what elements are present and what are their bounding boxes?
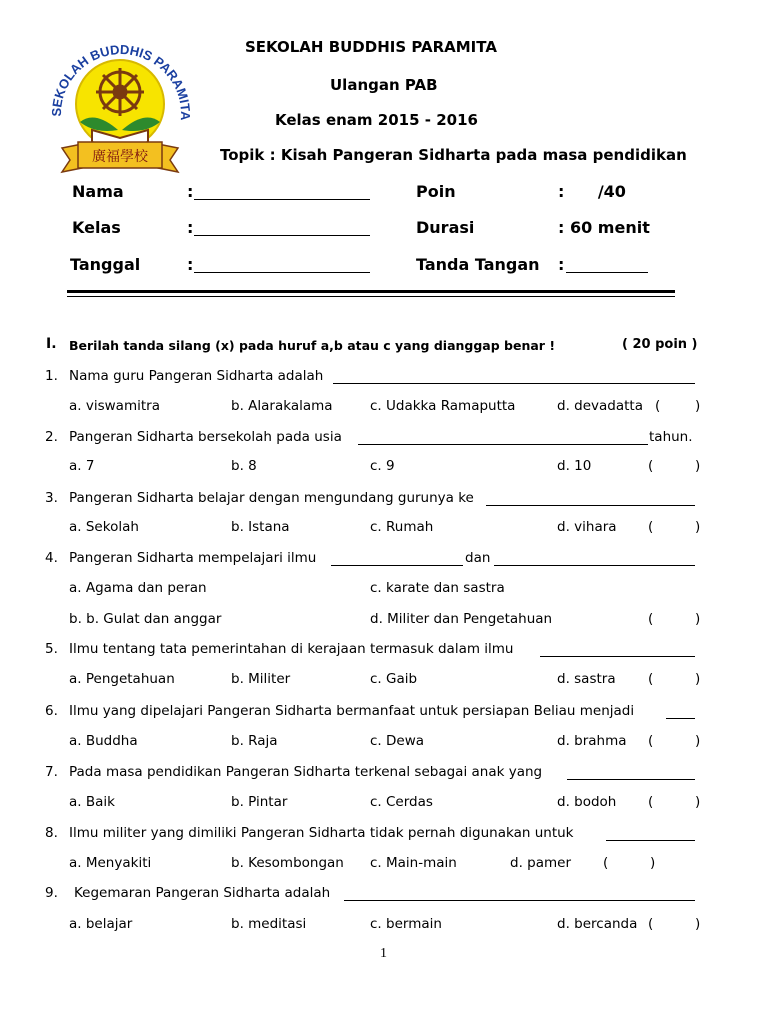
option-b[interactable]: b. 8 <box>231 458 257 474</box>
header-divider-thin <box>67 296 675 297</box>
option-a[interactable]: a. Buddha <box>69 733 138 749</box>
kelas-field[interactable] <box>194 235 370 236</box>
question-number: 1. <box>45 368 58 384</box>
option-c[interactable]: c. Main-main <box>370 855 457 871</box>
tanda-tangan-label: Tanda Tangan <box>416 255 540 274</box>
nama-label: Nama <box>72 182 124 201</box>
exam-title: Ulangan PAB <box>330 76 438 94</box>
answer-box-open[interactable]: ( <box>648 794 654 810</box>
option-c[interactable]: c. bermain <box>370 916 442 932</box>
tanda-tangan-field[interactable] <box>566 272 648 273</box>
option-a[interactable]: a. Pengetahuan <box>69 671 175 687</box>
option-d[interactable]: d. sastra <box>557 671 616 687</box>
option-a[interactable]: a. Baik <box>69 794 115 810</box>
tanggal-label: Tanggal <box>70 255 141 274</box>
option-d[interactable]: d. 10 <box>557 458 592 474</box>
question-text: Nama guru Pangeran Sidharta adalah <box>69 368 324 384</box>
option-c[interactable]: c. Udakka Ramaputta <box>370 398 516 414</box>
option-c[interactable]: c. karate dan sastra <box>370 580 505 596</box>
question-text: Ilmu tentang tata pemerintahan di kerajaan termasuk dalam ilmu <box>69 641 514 657</box>
answer-box-close: ) <box>695 794 701 810</box>
answer-blank[interactable] <box>567 779 695 780</box>
option-d[interactable]: d. vihara <box>557 519 617 535</box>
question-text: Pada masa pendidikan Pangeran Sidharta terkenal sebagai anak yang <box>69 764 543 780</box>
option-b[interactable]: b. Alarakalama <box>231 398 333 414</box>
answer-box-close: ) <box>695 733 701 749</box>
answer-box-open[interactable]: ( <box>648 611 654 627</box>
poin-label: Poin <box>416 182 456 201</box>
option-c[interactable]: c. Cerdas <box>370 794 433 810</box>
question-number: 9. <box>45 885 58 901</box>
question-text: Ilmu militer yang dimiliki Pangeran Sidharta tidak pernah digunakan untuk <box>69 825 574 841</box>
option-d[interactable]: d. bodoh <box>557 794 617 810</box>
answer-blank[interactable] <box>333 383 695 384</box>
question-text: Pangeran Sidharta belajar dengan mengundang gurunya ke <box>69 490 474 506</box>
durasi-label: Durasi <box>416 218 475 237</box>
answer-blank[interactable] <box>358 444 648 445</box>
answer-box-open[interactable]: ( <box>648 519 654 535</box>
question-number: 5. <box>45 641 58 657</box>
kelas-label: Kelas <box>72 218 121 237</box>
answer-box-open[interactable]: ( <box>648 458 654 474</box>
option-a[interactable]: a. 7 <box>69 458 95 474</box>
answer-box-close: ) <box>695 916 701 932</box>
section-number: I. <box>46 336 57 352</box>
option-d[interactable]: d. Militer dan Pengetahuan <box>370 611 553 627</box>
tanggal-colon: : <box>187 255 194 274</box>
question-mid: dan <box>465 550 491 566</box>
answer-blank[interactable] <box>486 505 695 506</box>
question-number: 2. <box>45 429 58 445</box>
logo-banner-text: 廣福學校 <box>92 149 148 165</box>
header-divider-thick <box>67 290 675 293</box>
option-c[interactable]: c. 9 <box>370 458 395 474</box>
option-b[interactable]: b. Raja <box>231 733 278 749</box>
page-number: 1 <box>380 946 387 961</box>
tanggal-field[interactable] <box>194 272 370 273</box>
question-text: Pangeran Sidharta mempelajari ilmu <box>69 550 317 566</box>
option-a[interactable]: a. viswamitra <box>69 398 160 414</box>
answer-box-close: ) <box>695 398 701 414</box>
logo-arc-text: SEKOLAH BUDDHIS PARAMITA <box>48 41 194 121</box>
question-text: Kegemaran Pangeran Sidharta adalah <box>74 885 331 901</box>
question-number: 8. <box>45 825 58 841</box>
nama-colon: : <box>187 182 194 201</box>
school-logo <box>40 30 200 190</box>
answer-box-open[interactable]: ( <box>603 855 609 871</box>
class-year: Kelas enam 2015 - 2016 <box>275 111 478 129</box>
answer-blank-1[interactable] <box>331 565 463 566</box>
question-number: 6. <box>45 703 58 719</box>
option-a[interactable]: a. Agama dan peran <box>69 580 207 596</box>
answer-box-open[interactable]: ( <box>648 916 654 932</box>
answer-box-open[interactable]: ( <box>655 398 661 414</box>
question-text: Ilmu yang dipelajari Pangeran Sidharta bermanfaat untuk persiapan Beliau menjadi <box>69 703 635 719</box>
option-b[interactable]: b. Kesombongan <box>231 855 344 871</box>
answer-box-close: ) <box>650 855 656 871</box>
option-a[interactable]: a. Menyakiti <box>69 855 152 871</box>
nama-field[interactable] <box>194 199 370 200</box>
answer-box-close: ) <box>695 611 701 627</box>
option-a[interactable]: a. belajar <box>69 916 133 932</box>
option-c[interactable]: c. Rumah <box>370 519 434 535</box>
question-text: Pangeran Sidharta bersekolah pada usia <box>69 429 342 445</box>
durasi-value: : 60 menit <box>558 218 650 237</box>
option-a[interactable]: a. Sekolah <box>69 519 139 535</box>
answer-blank[interactable] <box>344 900 695 901</box>
option-d[interactable]: d. bercanda <box>557 916 638 932</box>
option-d[interactable]: d. devadatta <box>557 398 643 414</box>
option-b[interactable]: b. b. Gulat dan anggar <box>69 611 222 627</box>
option-d[interactable]: d. brahma <box>557 733 627 749</box>
answer-blank[interactable] <box>606 840 695 841</box>
answer-box-close: ) <box>695 458 701 474</box>
answer-blank[interactable] <box>666 718 695 719</box>
option-d[interactable]: d. pamer <box>510 855 572 871</box>
option-b[interactable]: b. meditasi <box>231 916 307 932</box>
section-points: ( 20 poin ) <box>622 337 698 352</box>
answer-box-close: ) <box>695 519 701 535</box>
kelas-colon: : <box>187 218 194 237</box>
section-instruction: Berilah tanda silang (x) pada huruf a,b atau c yang dianggap benar ! <box>69 338 556 353</box>
tanda-tangan-colon: : <box>558 255 565 274</box>
question-suffix: tahun. <box>649 429 693 445</box>
question-number: 4. <box>45 550 58 566</box>
poin-value: : /40 <box>558 182 626 201</box>
school-name: SEKOLAH BUDDHIS PARAMITA <box>245 38 497 56</box>
question-number: 3. <box>45 490 58 506</box>
question-number: 7. <box>45 764 58 780</box>
topic: Topik : Kisah Pangeran Sidharta pada masa pendidikan <box>220 146 687 164</box>
answer-box-open[interactable]: ( <box>648 671 654 687</box>
answer-box-close: ) <box>695 671 701 687</box>
answer-box-open[interactable]: ( <box>648 733 654 749</box>
option-b[interactable]: b. Militer <box>231 671 291 687</box>
option-b[interactable]: b. Istana <box>231 519 290 535</box>
option-b[interactable]: b. Pintar <box>231 794 288 810</box>
option-c[interactable]: c. Gaib <box>370 671 418 687</box>
answer-blank-2[interactable] <box>494 565 695 566</box>
option-c[interactable]: c. Dewa <box>370 733 425 749</box>
answer-blank[interactable] <box>540 656 695 657</box>
